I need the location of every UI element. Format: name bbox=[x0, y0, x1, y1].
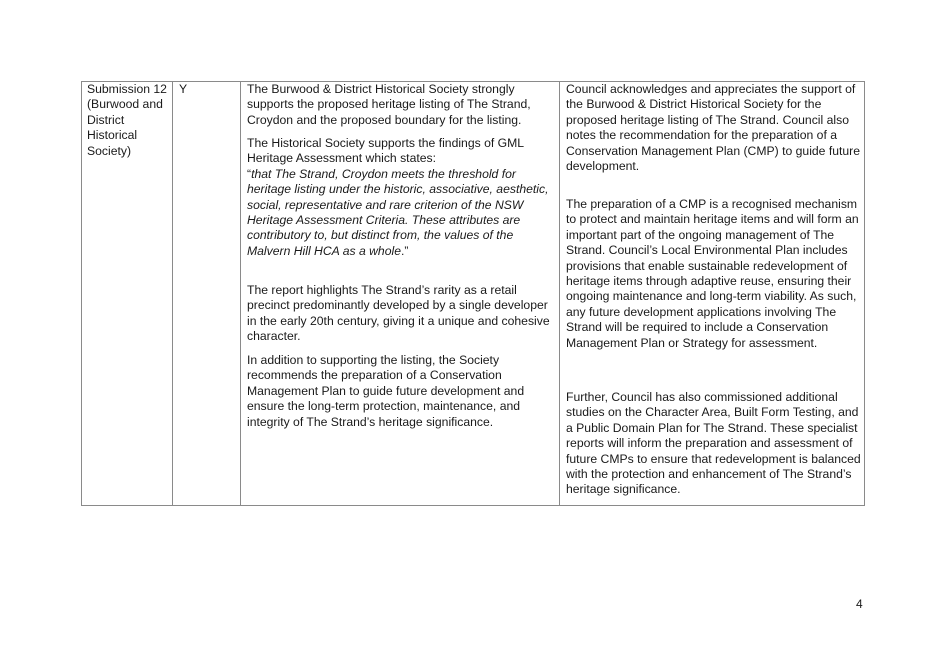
summary-paragraph-4: In addition to supporting the listing, the Society recommends the preparation of a Conservation Management Plan to guide future development and ensure the long-term protection, maintenance, and integrity of The Strand’s heritage significance. bbox=[247, 353, 525, 429]
summary-quote-intro: The Historical Society supports the findings of GML Heritage Assessment which states: bbox=[247, 136, 524, 166]
response-paragraph-2: The preparation of a CMP is a recognised mechanism to protect and maintain heritage items and will form an important part of the ongoing management of The Strand. Council’s Local Environmental Plan includes provisions that enable sustainable redevelopment of heritage items through adaptive reuse, ensuring their ongoing maintenance and long-term viability. As such, any future development applications involving The Strand will be required to include a Conservation Management Plan or Strategy for assessment. bbox=[566, 197, 859, 350]
submission-summary-cell bbox=[241, 82, 560, 505]
quote-open-mark: “ bbox=[247, 166, 252, 181]
summary-paragraph-2 bbox=[247, 136, 559, 259]
page-number: 4 bbox=[856, 597, 863, 611]
flag-value: Y bbox=[179, 82, 188, 96]
submission-name: Submission 12 (Burwood and District Historical Society) bbox=[87, 82, 167, 158]
summary-paragraph-3: The report highlights The Strand’s rarity as a retail precinct predominantly developed by a single developer in the early 20th century, giving it a unique and cohesive character. bbox=[247, 283, 550, 344]
quote-close-mark: .” bbox=[400, 243, 409, 258]
response-paragraph-1: Council acknowledges and appreciates the support of the Burwood & District Historical Society for the proposed heritage listing of The Strand. Council also notes the recommendation for the preparation of a Conservation Management Plan (CMP) to guide future development. bbox=[566, 82, 861, 174]
gml-quote: that The Strand, Croydon meets the threshold for heritage listing under the historic, associative, aesthetic, social, representative and rare criterion of the NSW Heritage Assessment Criteria. These attributes are contributory to, but distinct from, the values of the Malvern Hill HCA as a whole bbox=[247, 166, 549, 258]
flag-cell bbox=[173, 82, 241, 505]
summary-paragraph-1: The Burwood & District Historical Society strongly supports the proposed heritage listing of The Strand, Croydon and the proposed boundary for the listing. bbox=[247, 82, 531, 127]
submissions-table bbox=[81, 81, 865, 506]
council-response-cell bbox=[560, 82, 864, 505]
submission-cell bbox=[82, 82, 173, 505]
response-paragraph-3: Further, Council has also commissioned additional studies on the Character Area, Built Form Testing, and a Public Domain Plan for The Strand. These specialist reports will inform the preparation and assessment of future CMPs to ensure that redevelopment is balanced with the protection and enhancement of The Strand’s heritage significance. bbox=[566, 390, 861, 497]
